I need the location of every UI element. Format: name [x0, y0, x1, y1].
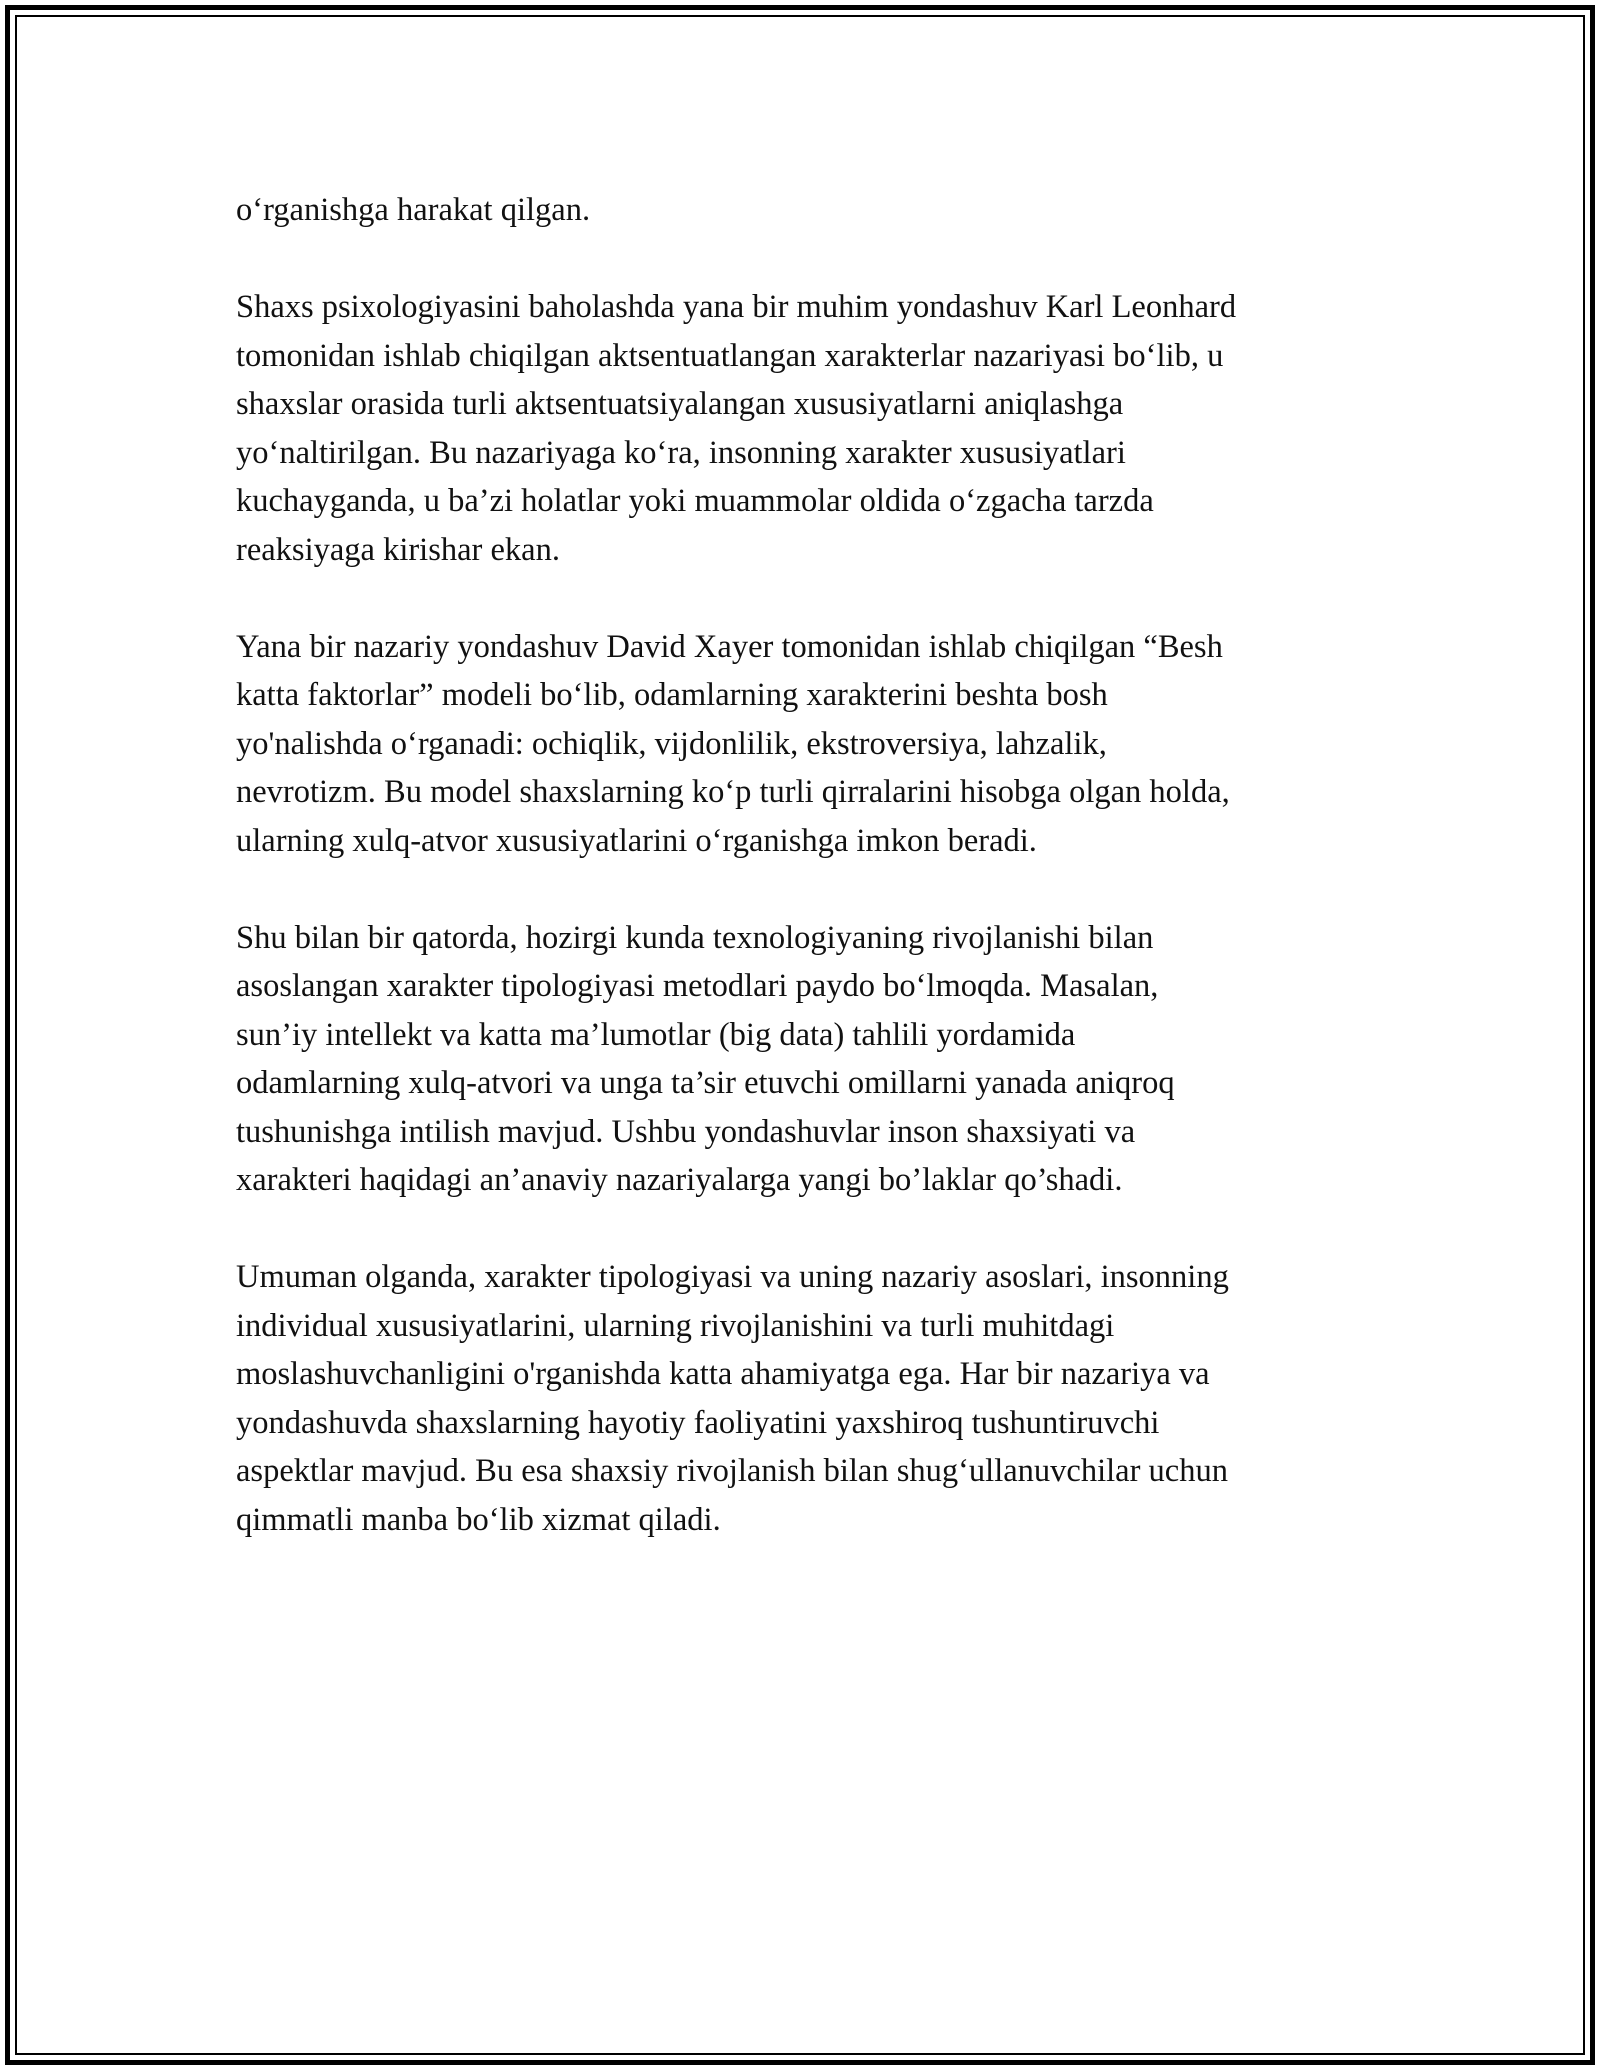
paragraph-conclusion: Umuman olganda, xarakter tipologiyasi va uning nazariy asoslari, insonning individual xususiyatlarini, ularning rivojlanishini va turli muhitdagi moslashuvchanligini o'rganishda katta ahamiyatga ega. Har bir nazariya va yondashuvda shaxslarning hayotiy faoliyatini yaxshiroq tushuntiruvchi aspektlar mavjud. Bu esa shaxsiy rivojlanish bilan shug‘ullanuvchilar uchun qimmatli manba bo‘lib xizmat qiladi.: [236, 1259, 1229, 1538]
paragraph-technology: Shu bilan bir qatorda, hozirgi kunda texnologiyaning rivojlanishi bilan asoslangan xarakter tipologiyasi metodlari paydo bo‘lmoqda. Masalan, sun’iy intellekt va katta ma’lumotlar (big data) tahlili yordamida odamlarning xulq-atvori va unga ta’sir etuvchi omillarni yanada aniqroq tushunishga intilish mavjud. Ushbu yondashuvlar inson shaxsiyati va xarakteri haqidagi an’anaviy nazariyalarga yangi bo’laklar qo’shadi.: [236, 919, 1175, 1198]
document-body: [236, 186, 1376, 1544]
paragraph-leonhard: Shaxs psixologiyasini baholashda yana bir muhim yondashuv Karl Leonhard tomonidan ishlab chiqilgan aktsentuatlangan xarakterlar nazariyasi bo‘lib, u shaxslar orasida turli aktsentuatsiyalangan xususiyatlarni aniqlashga yo‘naltirilgan. Bu nazariyaga ko‘ra, insonning xarakter xususiyatlari kuchayganda, u ba’zi holatlar yoki muammolar oldida o‘zgacha tarzda reaksiyaga kirishar ekan.: [236, 289, 1237, 568]
paragraph-continuation: o‘rganishga harakat qilgan.: [236, 192, 591, 228]
paragraph-big-five: Yana bir nazariy yondashuv David Xayer tomonidan ishlab chiqilgan “Besh katta faktorlar” modeli bo‘lib, odamlarning xarakterini beshta bosh yo'nalishda o‘rganadi: ochiqlik, vijdonlilik, ekstroversiya, lahzalik, nevrotizm. Bu model shaxslarning ko‘p turli qirralarini hisobga olgan holda, ularning xulq-atvor xususiyatlarini o‘rganishga imkon beradi.: [236, 628, 1230, 859]
